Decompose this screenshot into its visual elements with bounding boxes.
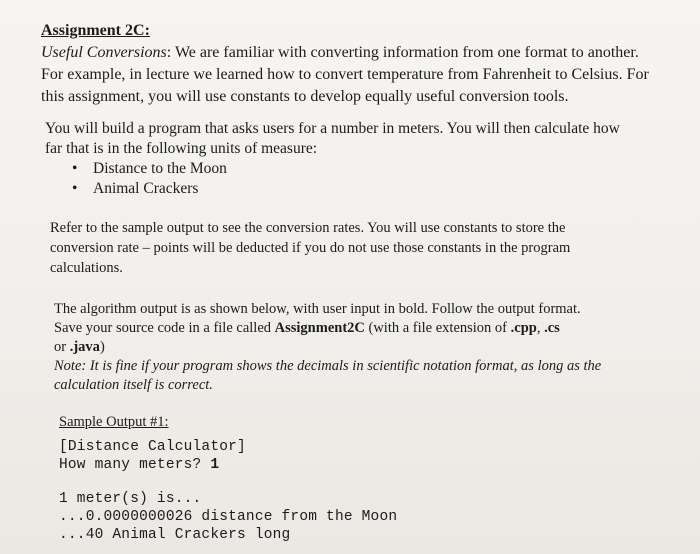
code-crackers-line: ...40 Animal Crackers long [59, 527, 291, 543]
intro-section [41, 20, 691, 108]
save-instruction: Save your source code in a file called Assignment2C (with a file extension of .cpp, .cs [54, 320, 560, 336]
rates-line-2: conversion rate – points will be deducted if you do not use those constants in the program [50, 240, 571, 256]
task-section [45, 119, 685, 199]
sample-output-code [59, 438, 519, 544]
note-line-2: calculation itself is correct. [54, 377, 213, 393]
intro-line-1: Useful Conversions: We are familiar with converting information from one format to another. [41, 44, 639, 61]
list-item: • Animal Crackers [72, 180, 199, 197]
units-list [45, 159, 685, 199]
heading-italic: Useful Conversions [41, 44, 167, 61]
code-gap [59, 474, 519, 490]
code-header: [Distance Calculator] [59, 439, 246, 455]
filename: Assignment2C [274, 320, 365, 336]
intro-line-3: this assignment, you will use constants to develop equally useful conversion tools. [41, 88, 569, 105]
assignment-title: Assignment 2C: [41, 22, 150, 39]
list-item: • Distance to the Moon [72, 160, 227, 177]
code-prompt: How many meters? 1 [59, 457, 220, 473]
rates-line-3: calculations. [50, 260, 123, 276]
rates-line-1: Refer to the sample output to see the conversion rates. You will use constants to store the [50, 220, 566, 236]
code-result-intro: 1 meter(s) is... [59, 491, 202, 507]
sample-output-label: Sample Output #1: [59, 414, 169, 430]
user-input: 1 [210, 457, 220, 473]
note-line-1: Note: It is fine if your program shows the decimals in scientific notation format, as long as the [54, 358, 602, 374]
bullet-icon: • [72, 180, 78, 197]
rates-section [50, 218, 650, 278]
algorithm-section [54, 300, 674, 395]
task-line-2: far that is in the following units of measure: [45, 140, 318, 157]
save-instruction-cont: or .java) [54, 339, 105, 355]
intro-line-2: For example, in lecture we learned how to convert temperature from Fahrenheit to Celsius. For [41, 66, 649, 83]
task-line-1: You will build a program that asks users for a number in meters. You will then calculate how [45, 120, 620, 137]
algorithm-line-1: The algorithm output is as shown below, with user input in bold. Follow the output format. [54, 301, 581, 317]
code-moon-line: ...0.0000000026 distance from the Moon [59, 509, 398, 525]
bullet-icon: • [72, 160, 78, 177]
sample-output-section [59, 412, 519, 544]
